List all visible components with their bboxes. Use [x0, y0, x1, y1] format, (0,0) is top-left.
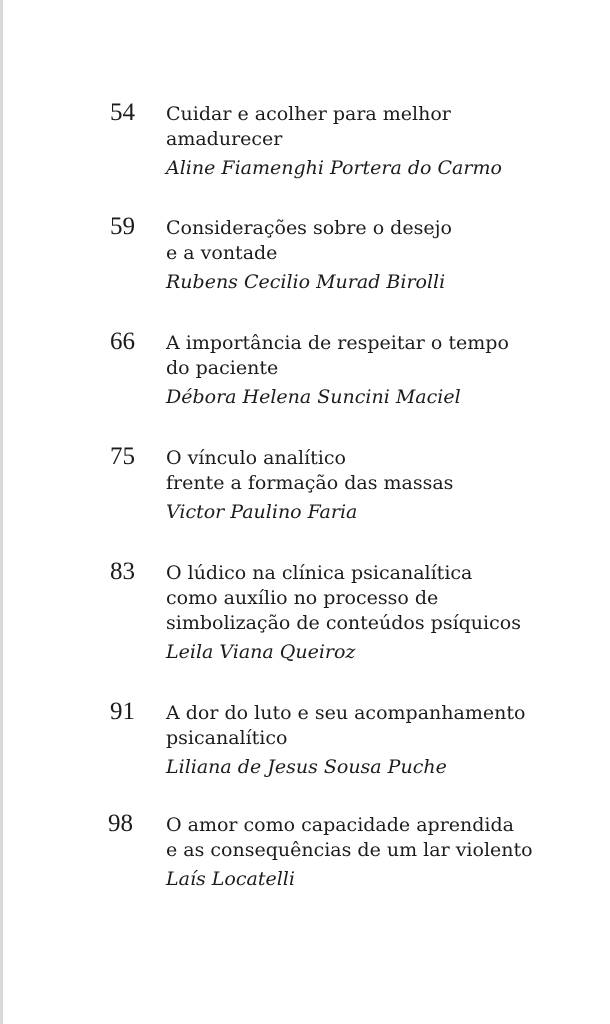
chapter-title-line: como auxílio no processo de	[166, 587, 439, 609]
chapter-title-line: e a vontade	[166, 242, 278, 264]
chapter-title-line: do paciente	[166, 357, 279, 379]
entry-body	[166, 446, 586, 525]
page-number: 83	[110, 558, 135, 585]
chapter-title-line: Cuidar e acolher para melhor	[166, 103, 451, 125]
chapter-title-line: A importância de respeitar o tempo	[166, 332, 509, 354]
chapter-author: Liliana de Jesus Sousa Puche	[166, 756, 447, 778]
chapter-author: Rubens Cecilio Murad Birolli	[166, 271, 446, 293]
chapter-title-line: simbolização de conteúdos psíquicos	[166, 612, 521, 634]
chapter-author: Victor Paulino Faria	[166, 501, 358, 523]
chapter-title-line: psicanalítico	[166, 727, 288, 749]
chapter-author: Aline Fiamenghi Portera do Carmo	[166, 157, 502, 179]
chapter-title-line: amadurecer	[166, 128, 283, 150]
page-number: 91	[110, 698, 135, 725]
chapter-author: Leila Viana Queiroz	[166, 641, 356, 663]
page-number: 98	[108, 810, 133, 837]
page-number: 59	[110, 213, 135, 240]
chapter-title-line: frente a formação das massas	[166, 472, 454, 494]
page-number: 54	[110, 99, 135, 126]
entry-body	[166, 331, 586, 410]
entry-body	[166, 216, 586, 295]
chapter-title-line: A dor do luto e seu acompanhamento	[166, 702, 526, 724]
page-number: 75	[110, 443, 135, 470]
chapter-title-line: O lúdico na clínica psicanalítica	[166, 562, 473, 584]
chapter-author: Débora Helena Suncini Maciel	[166, 386, 461, 408]
entry-body	[166, 102, 586, 181]
chapter-title-line: O amor como capacidade aprendida	[166, 814, 514, 836]
chapter-author: Laís Locatelli	[166, 868, 295, 890]
entry-body	[166, 701, 586, 780]
entry-body	[166, 813, 586, 892]
chapter-title-line: e as consequências de um lar violento	[166, 839, 533, 861]
page-number: 66	[110, 328, 135, 355]
entry-body	[166, 561, 586, 665]
chapter-title-line: O vínculo analítico	[166, 447, 346, 469]
chapter-title-line: Considerações sobre o desejo	[166, 217, 452, 239]
